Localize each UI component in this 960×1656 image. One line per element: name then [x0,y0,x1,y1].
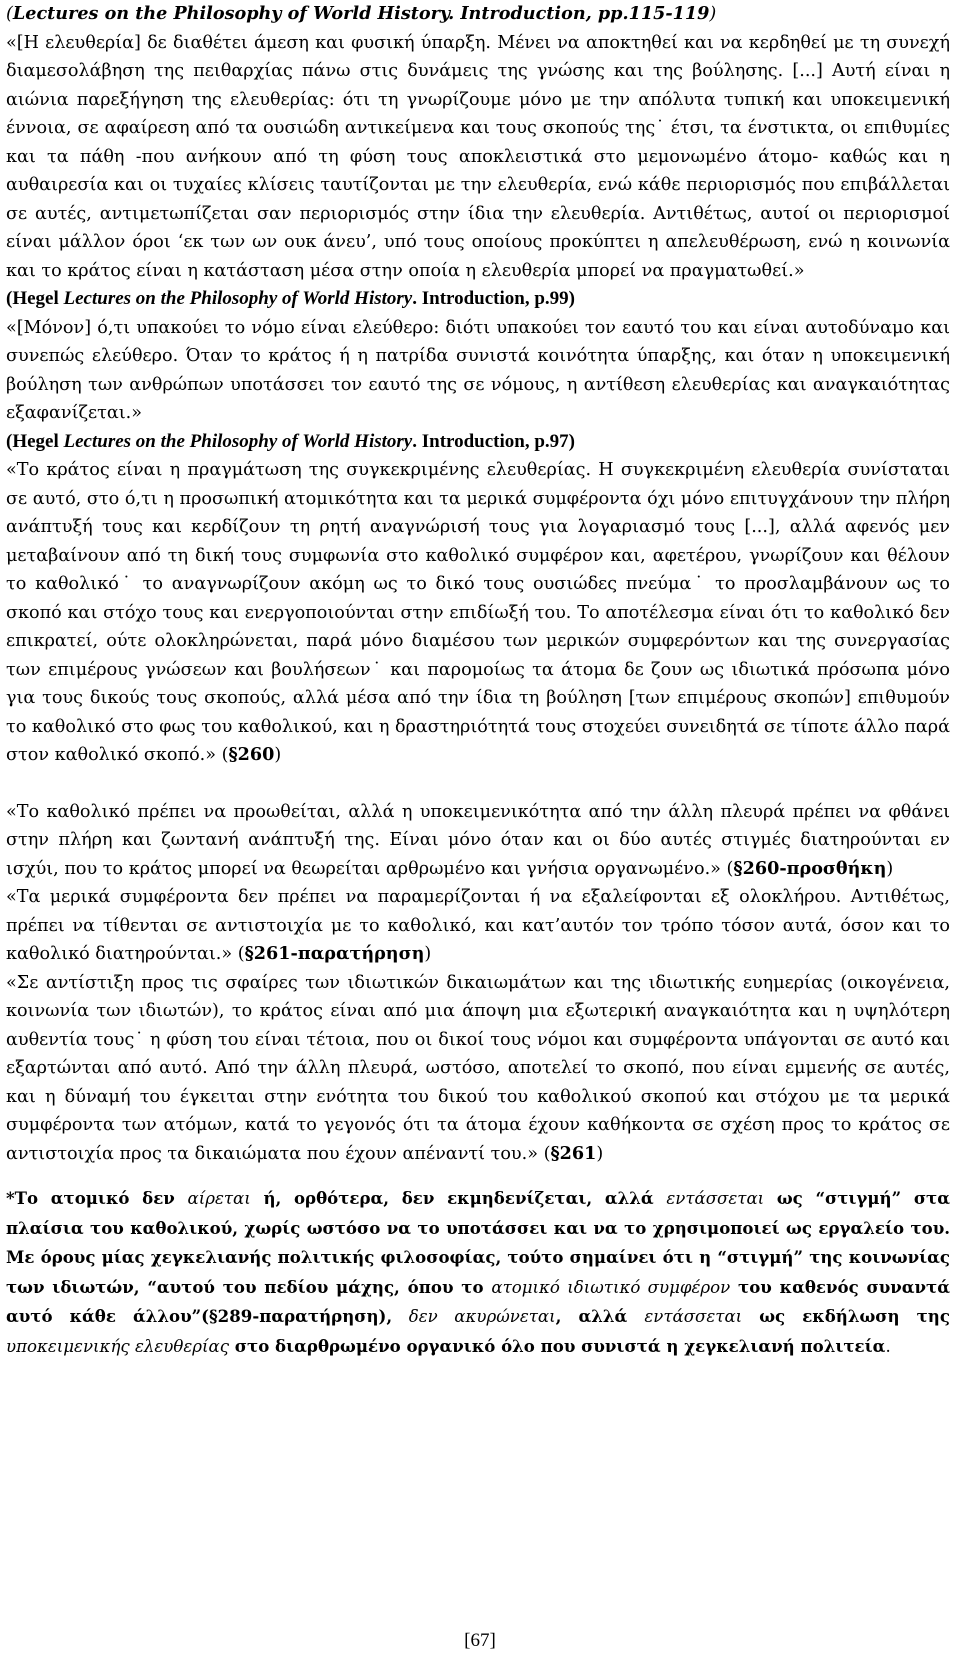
note-text-7: στο διαρθρωμένο οργανικό όλο που συνιστά η χεγκελιανή πολιτεία [229,1335,886,1356]
quote-3-body: «Το κράτος είναι η πραγμάτωση της συγκεκριμένης ελευθερίας. Η συγκεκριμένη ελευθερία συνίσταται σε αυτό, στο ό,τι η προσωπική ατομικότητα και τα μερικά συμφέροντα όχι μόνο επιτυγχάνουν την πλήρη ανάπτυξή τους και κερδίζουν τη ρητή αναγνώρισή τους για λογαριασμό τους [...], αλλά αφενός μεν μεταβαίνουν από τη δική τους συμφωνία στο καθολικό συμφέρον και, αφετέρου, γνωρίζουν και θέλουν το καθολικό˙ το αναγνωρίζουν ακόμη ως το δικό τους ουσιώδες πνεύμα˙ το προσλαμβάνουν ως το σκοπό και στόχο τους και ενεργοποιούνται στην επιδίωξή του. Το αποτέλεσμα είναι ότι το καθολικό δεν επικρατεί, ούτε ολοκληρώνεται, παρά μόνο διαμέσου των μερικών συμφερόντων και της συνεργασίας των επιμέρους γνώσεων και βουλήσεων˙ και παρομοίως τα άτομα δε ζουν ως ιδιωτικά πρόσωπα μόνο για τους δικούς τους σκοπούς, αλλά μέσα από την ίδια τη βούληση [των επιμέρους σκοπών] επιθυμούν το καθολικό στο φως του καθολικού, και η δραστηριότητά τους στοχεύει συνειδητά σε τίποτε άλλο παρά στον καθολικό σκοπό.» ( [6,460,950,765]
note-italic-6: υποκειμενικής ελευθερίας [6,1336,230,1356]
quote-6-body: «Σε αντίστιξη προς τις σφαίρες των ιδιωτικών δικαιωμάτων και της ιδιωτικής ευημερίας (οικογένεια, κοινωνία των ιδιωτών), το κράτος είναι από μια άποψη μια εξωτερική αναγκαιότητα και η υψηλότερη αυθεντία τους˙ η φύση του είναι τέτοια, που οι δικοί τους νόμοι και συμφέροντα υπάγονται σε αυτό και εξαρτώνται από αυτό. Από την άλλη πλευρά, ωστόσο, αποτελεί το σκοπό, που είναι εμμενής σε αυτές, και η δύναμή του έγκειται στην ενότητα του δικού του καθολικού σκοπού και στόχου με τα μερικά συμφέροντα των ατόμων, κατά το γεγονός ότι τα άτομα έχουν καθήκοντα σε σχέση προς το κράτος σε αντιστοιχία προς τα δικαιώματα που έχουν απέναντί του.» ( [6,972,950,1164]
note-italic-4: δεν ακυρώνεται [392,1307,556,1326]
quote-4-body: «Το καθολικό πρέπει να προωθείται, αλλά η υποκειμενικότητα από την άλλη πλευρά πρέπει να φθάνει στην πλήρη και ζωντανή ανάπτυξή της. Είναι μόνο όταν και οι δύο αυτές στιγμές διατηρούνται εν ισχύι, που το κράτος μπορεί να θεωρείται αρθρωμένο και γνήσια οργανωμένο.» ( [6,801,950,879]
citation-3 [6,428,950,457]
note-text-3: ως “στιγμή” στα πλαίσια του καθολικού, χωρίς ωστόσο να το υποτάσσει και να το χρησιμοποιεί ως εργαλείο του. Με όρους μίας χεγκελιανής πολιτικής φιλοσοφίας, τούτο σημαίνει ότι η “στιγμή” της κοινωνίας των ιδιωτών, “αυτού του πεδίου μάχης, όπου το [6,1188,950,1297]
ref-text: Lectures on the Philosophy of World History. Introduction, pp.115-119 [12,3,710,24]
quote-4-ref: §260-προσθήκη [733,857,887,879]
quote-1 [6,0,950,285]
ref-open: ( [6,4,13,24]
citation-2-suffix: . Introduction, p.99) [412,288,575,309]
quote-1-body: «[Η ελευθερία] δε διαθέτει άμεση και φυσική ύπαρξη. Μένει να αποκτηθεί και να κερδηθεί με τη συνεχή διαμεσολάβηση της πειθαρχίας πάνω στις δυνάμεις της γνώσης και της βούλησης. [...] Αυτή είναι η αιώνια παρεξήγηση της ελευθερίας: ότι τη γνωρίζουμε μόνο με την απόλυτα τυπική και υποκειμενική έννοια, σε αφαίρεση από τα ουσιώδη αντικείμενα και τους σκοπούς της˙ έτσι, τα ένστικτα, οι επιθυμίες και τα πάθη -που ανήκουν από τη φύση τους αποκλειστικά στο μεμονωμένο άτομο- καθώς και η αυθαιρεσία και οι τυχαίες κλίσεις ταυτίζονται με την ελευθερία, ενώ κάθε περιορισμός που επιβάλλεται σε αυτές, αντιμετωπίζεται σαν περιορισμός στην ίδια την ελευθερία. Αντιθέτως, αυτοί οι περιορισμοί είναι μάλλον όροι ‘εκ των ων ουκ άνευ’, υπό τους οποίους προκύπτει η απελευθέρωση, ενώ η κοινωνία και το κράτος είναι η κατάσταση μέσα στην οποία η ελευθερία μπορεί να πραγματωθεί.» [6,32,950,281]
page-number: [67] [464,1630,496,1651]
quote-5-body: «Τα μερικά συμφέροντα δεν πρέπει να παραμερίζονται ή να εξαλείφονται εξ ολοκλήρου. Αντιθέτως, πρέπει να τίθενται σε αντιστοιχία με το καθολικό, και κατ’αυτόν τον τρόπο τόσον αυτά, όσον και το καθολικό διατηρούνται.» ( [6,887,950,964]
quote-4 [6,798,950,884]
note-end: . [885,1336,891,1356]
quote-3-ref: §260 [228,744,275,765]
note-text-4: του καθενός συναντά αυτό κάθε άλλου”(§289-παρατήρηση), [6,1276,950,1326]
paragraph-gap [6,770,950,798]
note-italic-5: εντάσσεται [644,1307,743,1326]
note-italic-3: ατομικό ιδιωτικό συμφέρον [491,1277,731,1297]
ref-close: ) [709,4,717,24]
note-text-1: *Το ατομικό δεν [6,1188,188,1208]
citation-3-suffix: . Introduction, p.97) [412,430,575,452]
citation-2-prefix: (Hegel [6,288,64,309]
note-italic-2: εντάσσεται [666,1189,765,1208]
footnote [6,1184,950,1361]
note-italic-1: αίρεται [187,1189,251,1208]
quote-4-close: ) [886,858,894,879]
quote-2: «[Μόνον] ό,τι υπακούει το νόμο είναι ελεύθερο: διότι υπακούει τον εαυτό του και είναι αυτοδύναμο και συνεπώς ελεύθερο. Όταν το κράτος ή η πατρίδα συνιστά κοινότητα ύπαρξης, και όταν η υποκειμενική βούληση των ανθρώπων υποτάσσει τον εαυτό της σε νόμους, η αντίθεση ελευθερίας και αναγκαιότητας εξαφανίζεται.» [6,317,950,423]
citation-3-title: Lectures on the Philosophy of World History [63,430,413,452]
quote-block-1 [6,0,950,1168]
note-text-6: ως εκδήλωση της [742,1306,950,1326]
quote-6-close: ) [596,1143,604,1164]
quote-3-close: ) [274,745,282,765]
quote-6 [6,969,950,1169]
citation-2-title: Lectures on the Philosophy of World History [63,288,413,309]
quote-6-ref: §261 [550,1142,597,1164]
quote-3 [6,456,950,770]
note-text-2: ή, ορθότερα, δεν εκμηδενίζεται, αλλά [250,1188,667,1208]
note-text-5: , αλλά [555,1306,645,1326]
citation-2 [6,285,950,314]
citation-3-prefix: (Hegel [6,430,64,452]
quote-5-close: ) [424,944,432,964]
quote-1-ref [6,4,716,24]
quote-5-ref: §261-παρατήρηση [244,943,425,964]
quote-5 [6,883,950,969]
